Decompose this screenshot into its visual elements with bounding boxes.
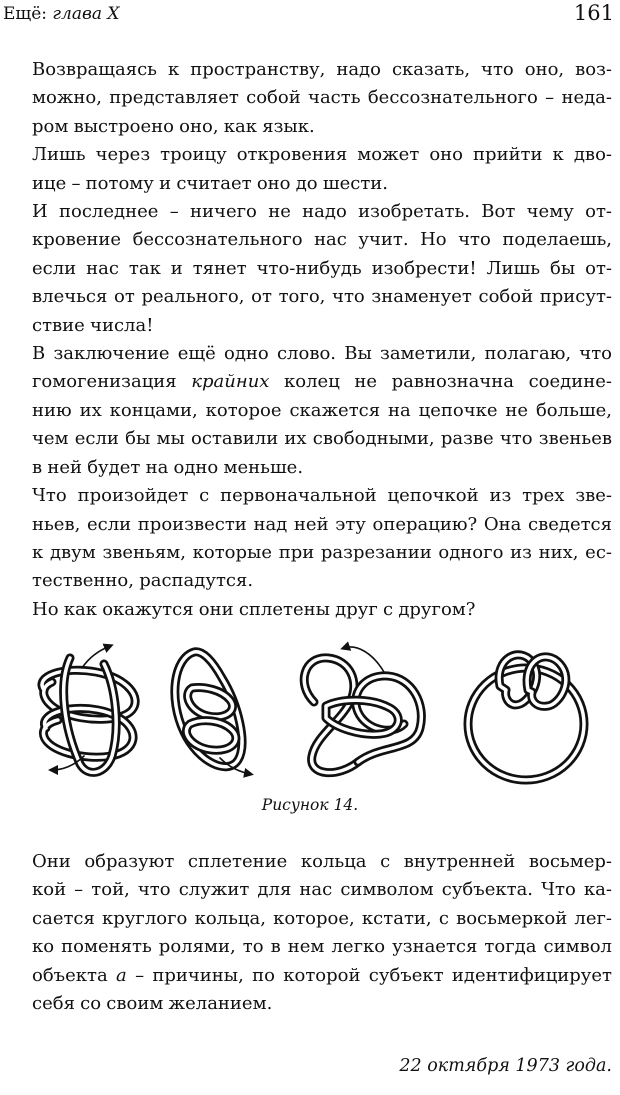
page-header bbox=[0, 0, 620, 30]
footer-date: 22 октября 1973 года. bbox=[399, 1056, 612, 1076]
text-line: сается круглого кольца, которое, кстати, с восьмеркой лег- bbox=[32, 907, 612, 929]
paragraph-4 bbox=[32, 340, 612, 482]
text-line: Что произойдет с первоначальной цепочкой из трех зве- bbox=[32, 485, 612, 507]
text-line: нию их концами, которое скажется на цепочке не больше, bbox=[32, 399, 612, 421]
main-text bbox=[32, 56, 612, 624]
main-text-continued bbox=[32, 848, 612, 1018]
text-line: Возвращаясь к пространству, надо сказать, что оно, воз- bbox=[32, 59, 612, 80]
text-line: В заключение ещё одно слово. Вы заметили, полагаю, что bbox=[32, 343, 612, 365]
paragraph-6 bbox=[32, 596, 612, 624]
knot-4 bbox=[468, 655, 584, 780]
text-line bbox=[32, 962, 612, 990]
text-line: Но как окажутся они сплетены друг с другом? bbox=[32, 598, 476, 620]
text-line: можно, представляет собой часть бессознательного – неда- bbox=[32, 87, 612, 109]
running-head-prefix: Ещё: bbox=[3, 4, 53, 24]
emphasis-word: a bbox=[116, 964, 127, 986]
text-line: если нас так и тянет что-нибудь изобрести! Лишь бы от- bbox=[32, 257, 612, 279]
text-line: И последнее – ничего не надо изобретать. Вот чему от- bbox=[32, 201, 612, 223]
text-line: в ней будет на одно меньше. bbox=[32, 456, 304, 478]
text-fragment: объекта bbox=[32, 964, 117, 986]
knot-2 bbox=[175, 652, 250, 774]
text-fragment: колец не равнозначна соедине- bbox=[269, 371, 612, 393]
text-line bbox=[32, 368, 612, 396]
text-line: ствие числа! bbox=[32, 314, 154, 336]
paragraph-3 bbox=[32, 198, 612, 340]
text-line: ньев, если произвести над ней эту операцию? Она сведется bbox=[32, 513, 612, 535]
paragraph-7 bbox=[32, 848, 612, 1018]
text-line: чем если бы мы оставили их свободными, разве что звеньев bbox=[32, 428, 612, 450]
running-head bbox=[3, 4, 120, 24]
text-line: Лишь через троицу откровения может оно прийти к дво- bbox=[32, 144, 612, 166]
knot-figure bbox=[24, 628, 614, 788]
running-head-chapter: глава X bbox=[52, 4, 120, 24]
text-line: Они образуют сплетение кольца с внутренней восьмер- bbox=[32, 851, 612, 872]
text-line: ко поменять ролями, то в нем легко узнается тогда символ bbox=[32, 936, 612, 958]
text-line: к двум звеньям, которые при разрезании одного из них, ес- bbox=[32, 541, 612, 563]
text-fragment: – причины, по которой субъект идентифицирует bbox=[126, 964, 612, 986]
text-line: ром выстроено оно, как язык. bbox=[32, 115, 315, 137]
paragraph-2 bbox=[32, 141, 612, 198]
text-line: тественно, распадутся. bbox=[32, 570, 254, 592]
text-line: кровение бессознательного нас учит. Но что поделаешь, bbox=[32, 229, 612, 251]
figure-14 bbox=[24, 628, 614, 798]
text-line: влечься от реального, от того, что знаменует собой присут- bbox=[32, 286, 612, 308]
paragraph-5 bbox=[32, 482, 612, 596]
page-number: 161 bbox=[573, 1, 614, 25]
paragraph-1 bbox=[32, 56, 612, 141]
knot-1 bbox=[42, 646, 135, 772]
knot-3 bbox=[304, 647, 421, 773]
text-line: себя со своим желанием. bbox=[32, 993, 273, 1015]
figure-caption: Рисунок 14. bbox=[261, 796, 359, 814]
text-fragment: гомогенизация bbox=[32, 371, 192, 393]
text-line: кой – той, что служит для нас символом субъекта. Что ка- bbox=[32, 879, 612, 901]
text-line: ице – потому и считает оно до шести. bbox=[32, 172, 389, 194]
emphasis-word: крайних bbox=[191, 371, 270, 393]
